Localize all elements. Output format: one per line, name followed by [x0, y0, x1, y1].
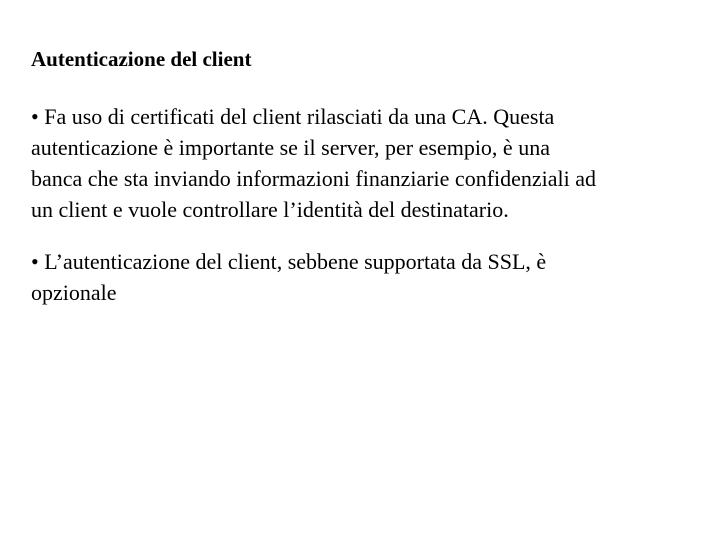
bullet-line: autenticazione è importante se il server, per esempio, è una: [31, 135, 550, 160]
bullet-line: • Fa uso di certificati del client rilasciati da una CA. Questa: [31, 104, 555, 129]
slide-title: Autenticazione del client: [31, 47, 252, 71]
bullet-line: banca che sta inviando informazioni finanziarie confidenziali ad: [31, 166, 597, 191]
bullet-item-optional: [31, 246, 691, 308]
bullet-line: un client e vuole controllare l’identità del destinatario.: [31, 197, 509, 222]
bullet-item-certificates: [31, 101, 691, 225]
bullet-line: • L’autenticazione del client, sebbene supportata da SSL, è: [31, 249, 547, 274]
bullet-line: opzionale: [31, 280, 117, 305]
